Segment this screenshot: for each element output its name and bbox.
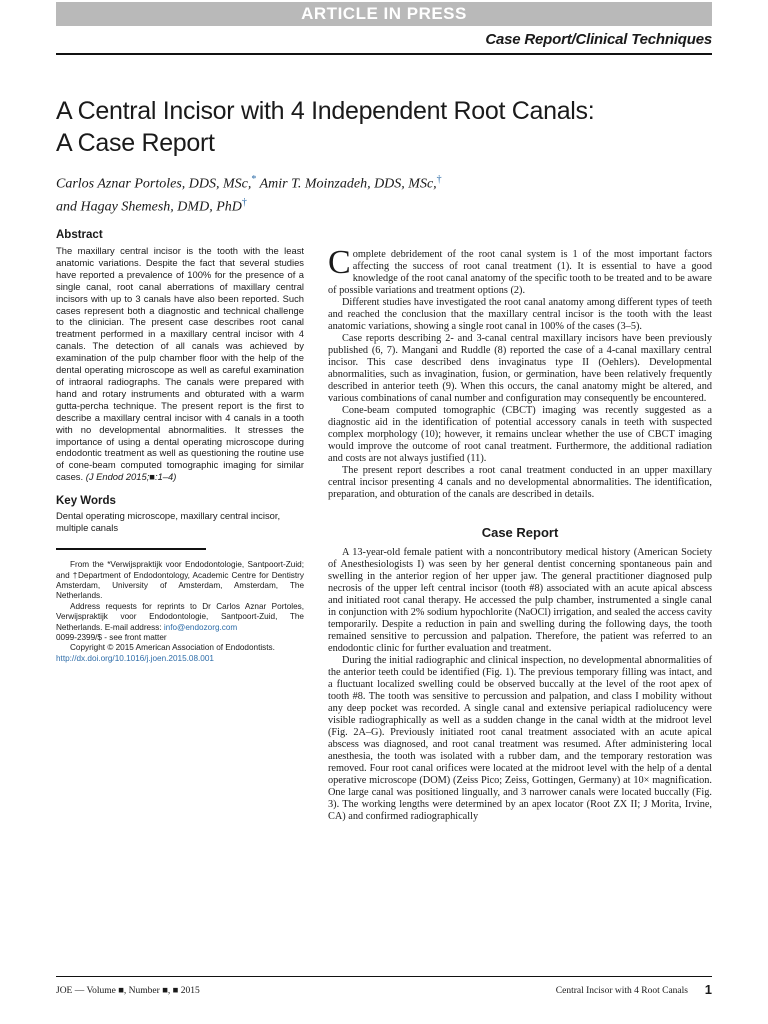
body-paragraph-2: Different studies have investigated the root canal anatomy among different types of teeth and reached the conclusion that the maxillary central incisor is the tooth with the least anatomic variations, showing a single root canal in 100% of the cases (3–5). [328,297,712,332]
author-line-2 [56,194,616,217]
body-paragraph-5: The present report describes a root canal treatment conducted in an upper maxillary central incisor presenting 4 canals and no developmental abnormalities. The identification, preparation, and obturation of the canals are described in details. [328,465,712,500]
page-footer [56,982,712,1002]
journal-citation: (J Endod 2015;■:1–4) [83,471,177,483]
drop-cap: C [328,244,351,281]
author-line-1 [56,171,616,194]
right-column [328,244,712,823]
copyright: Copyright © 2015 American Association of Endodontists. [70,643,275,653]
body-paragraph-3: Case reports describing 2- and 3-canal central maxillary incisors have been previously published (6, 7). Mangani and Ruddle (8) reported the case of a 4-canal maxillary central incisor. This case described dens invaginatus type II (Oehlers). Developmental abnormalities, such as invagination, fusion, or germination, have been relatively frequently described in anterior teeth (9). When this occurs, the canal anatomy might be altered, and various combinations of canal number and configuration may consequently be encountered. [328,333,712,404]
abstract-heading: Abstract [56,229,103,241]
keywords-heading: Key Words [56,495,116,508]
email-link[interactable]: info@endozorg.com [163,622,238,632]
running-title: Central Incisor with 4 Root Canals [555,986,688,996]
author-2: Amir T. Moinzadeh, DDS, MSc, [256,176,437,192]
body-paragraph-6: A 13-year-old female patient with a noncontributory medical history (American Society of Anesthesiologists I) was seen by her general dentist concerning spontaneous pain and swelling in the anterior region of her upper jaw. The general practitioner diagnosed pulp necrosis of the upper left central incisor (tooth #8) associated with an acute apical abscess and initiated root canal therapy. He accessed the pulp chamber, instrumented a single canal in conjunction with 2% sodium hypochlorite (NaOCl) irrigation, and sealed the access cavity temporarily. Despite a reduction in pain and swelling during the following days, the tooth remained sensitive to percussion and palpation. Therefore, the patient was referred to an endodontic clinic for further evaluation and treatment. [328,547,712,654]
affiliation-mark-3[interactable]: † [241,196,247,208]
article-in-press-banner: ARTICLE IN PRESS [56,2,712,26]
page-number: 1 [704,982,712,997]
header-rule [56,53,712,55]
body-paragraph-4: Cone-beam computed tomographic (CBCT) imaging was recently suggested as a diagnostic aid in the identification of potential accessory canals in teeth with suspected complex morphology (10); however, it remains unclear whether the use of CBCT imaging would improve the outcome of root canal treatment. Furthermore, the additional radiation and costs are not always justified (11). [328,405,712,464]
body-paragraph-1 [328,244,712,297]
section-label: Case Report/Clinical Techniques [485,31,712,48]
affiliations: From the *Verwijspraktijk voor Endodontologie, Santpoort-Zuid; and †Department of Endodontology, Academic Centre for Dentistry Amsterdam, University of Amsterdam, Amsterdam, The Netherlands. [56,560,304,601]
author-1: Carlos Aznar Portoles, DDS, MSc, [56,176,252,192]
author-3: and Hagay Shemesh, DMD, PhD [56,199,242,215]
footnote [56,560,304,664]
journal-volume: JOE — Volume ■, Number ■, ■ 2015 [56,986,200,996]
footnote-rule [56,548,206,550]
body-paragraph-1-text: omplete debridement of the root canal system is 1 of the most important factors affecting the success of root canal treatment (1). It is essential to have a good knowledge of the root canal anatomy of the specific tooth to be treated and to be aware of possible variations and treatment options (2). [328,249,712,296]
reprint-address-text: Address requests for reprints to Dr Carlos Aznar Portoles, Verwijspraktijk voor Endodontologie, Santpoort-Zuid, The Netherlands. E-mail address: [56,601,304,632]
abstract-text [56,245,304,483]
left-column [56,229,304,664]
footer-rule [56,976,712,977]
doi-link[interactable]: http://dx.doi.org/10.1016/j.joen.2015.08.001 [56,653,214,663]
reprint-address [56,602,304,633]
abstract-body: The maxillary central incisor is the tooth with the least anatomic variations. Despite the fact that several studies have reported a prevalence of 100% for the presence of a single canal, root canal aberrations of maxillary central incisors with up to 3 canals have also been reported. Such cases represent both a diagnostic and technical challenge to the clinician. The present case describes root canal treatment performed in a maxillary central incisor with 4 canals. The detection of all canals was achieved by examination of the pulp chamber floor with the help of the dental operating microscope as well as careful examination of intraoral radiographs. The canals were prepared with hand and rotary instruments and obturated with a warm gutta-percha technique. The present report is the first to describe a maxillary central incisor with 4 canals in a tooth with no developmental abnormalities. It stresses the importance of using a dental operating microscope during endodontic treatment as well as questioning the routine use of cone-beam computed tomographic imaging for similar cases. [56,245,304,483]
author-list [56,171,616,216]
article-title [56,95,712,159]
case-report-heading: Case Report [481,525,559,540]
affiliation-mark-2[interactable]: † [436,174,442,185]
body-paragraph-7: During the initial radiographic and clinical inspection, no developmental abnormalities of the anterior teeth could be identified (Fig. 1). The previous temporary filling was intact, and a fluctuant localized swelling could be observed buccally at the level of the root apex of tooth #8. The tooth was sensitive to percussion and palpation, and class I mobility without any deep pocket was recorded. A single canal and extensive periapical radiolucency were visible radiographically as well as a sudden change in the canal width at the midroot level (Fig. 2A–G). Previously initiated root canal treatment associated with an acute apical abscess was diagnosed, and root canal treatment was resumed. After administering local anesthesia, the tooth was isolated with a rubber dam, and the temporary restoration was removed. Four root canal orifices were located at the midroot level with the help of a dental operative microscope (DOM) (Zeiss Pico; Zeiss, Gottingen, Germany) at 10× magnification. One large canal was positioned lingually, and 3 narrower canals were located buccally (Fig. 3). The working lengths were determined by an apex locator (Root ZX II; J Morita, Irvine, CA) and confirmed radiographically [328,655,712,822]
keywords-text: Dental operating microscope, maxillary central incisor, multiple canals [56,510,281,534]
issn: 0099-2399/$ - see front matter [56,632,167,642]
title-line-2: A Case Report [56,129,215,157]
title-line-1: A Central Incisor with 4 Independent Root Canals: [56,97,595,125]
affiliation-mark-1[interactable]: * [251,174,257,185]
